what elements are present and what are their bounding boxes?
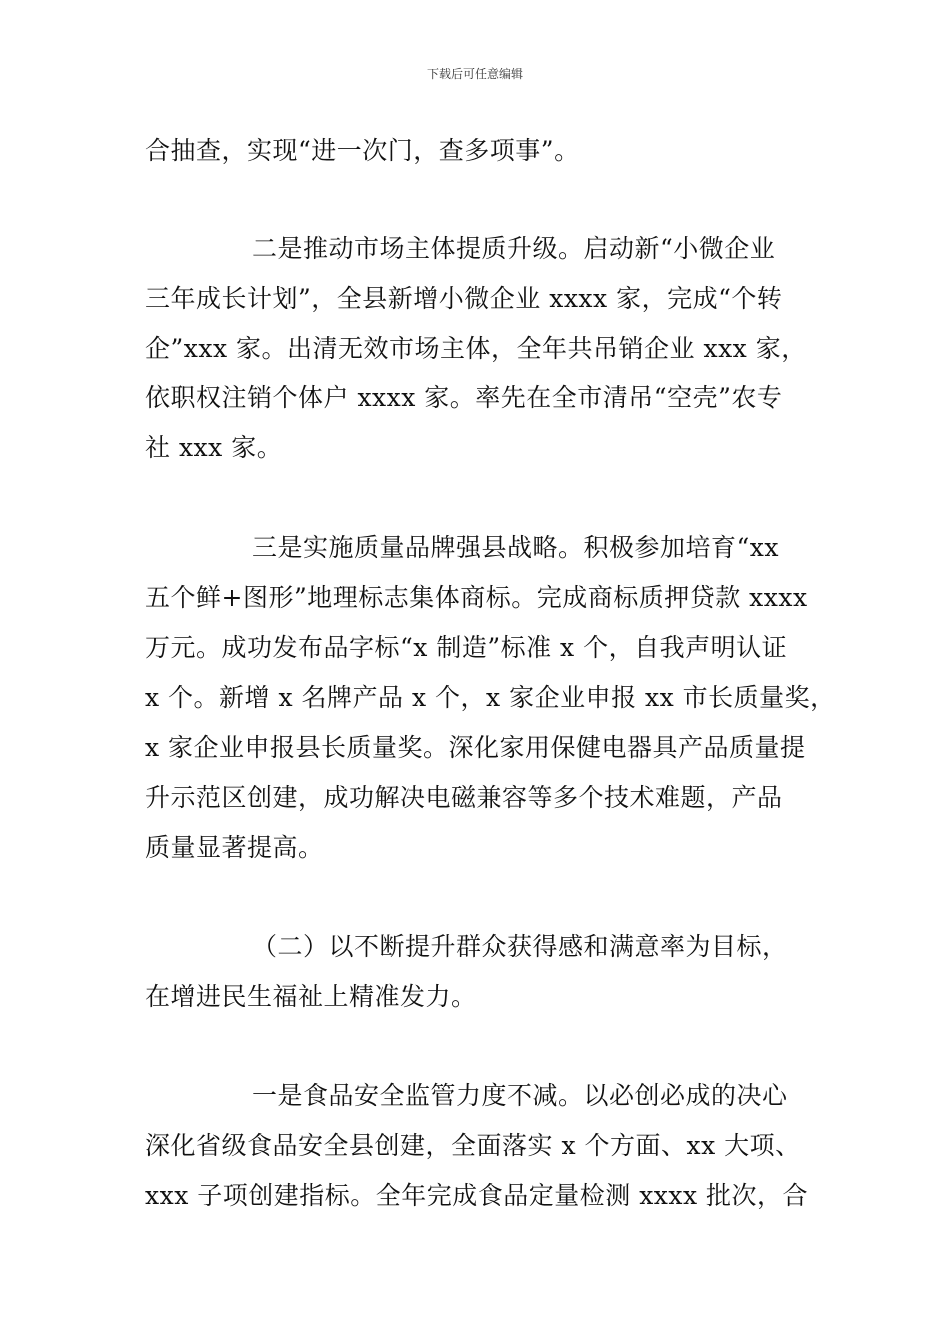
- paragraph-line: 企”xxx 家。出清无效市场主体，全年共吊销企业 xxx 家，: [145, 334, 807, 363]
- paragraph-line: x 家企业申报县长质量奖。深化家用保健电器具产品质量提: [145, 733, 806, 762]
- paragraph-line: x 个。新增 x 名牌产品 x 个，x 家企业申报 xx 市长质量奖，: [145, 683, 836, 712]
- paragraph-line: 五个鲜+图形”地理标志集体商标。完成商标质押贷款 xxxx: [145, 583, 808, 612]
- paragraph-line: 万元。成功发布品字标“x 制造”标准 x 个，自我声明认证: [145, 633, 788, 662]
- paragraph-line: 三年成长计划”，全县新增小微企业 xxxx 家，完成“个转: [145, 284, 783, 313]
- section-heading-line: （二）以不断提升群众获得感和满意率为目标，: [252, 932, 788, 961]
- paragraph-line: 依职权注销个体户 xxxx 家。率先在全市清吊“空壳”农专: [145, 383, 783, 412]
- paragraph-line: 三是实施质量品牌强县战略。积极参加培育“xx: [252, 533, 779, 562]
- page-header: 下载后可任意编辑: [426, 67, 523, 81]
- paragraph-line: 一是食品安全监管力度不减。以必创必成的决心: [252, 1081, 788, 1110]
- paragraph-line: 合抽查，实现“进一次门，查多项事”。: [145, 136, 580, 165]
- paragraph-line: 质量显著提高。: [145, 833, 324, 862]
- paragraph-line: 深化省级食品安全县创建，全面落实 x 个方面、xx 大项、: [145, 1131, 801, 1160]
- paragraph-line: 升示范区创建，成功解决电磁兼容等多个技术难题，产品: [145, 783, 783, 812]
- paragraph-line: 社 xxx 家。: [145, 433, 283, 462]
- paragraph-line: 二是推动市场主体提质升级。启动新“小微企业: [252, 234, 776, 263]
- section-heading-line: 在增进民生福祉上精准发力。: [145, 982, 477, 1011]
- paragraph-line: xxx 子项创建指标。全年完成食品定量检测 xxxx 批次，合: [145, 1181, 809, 1210]
